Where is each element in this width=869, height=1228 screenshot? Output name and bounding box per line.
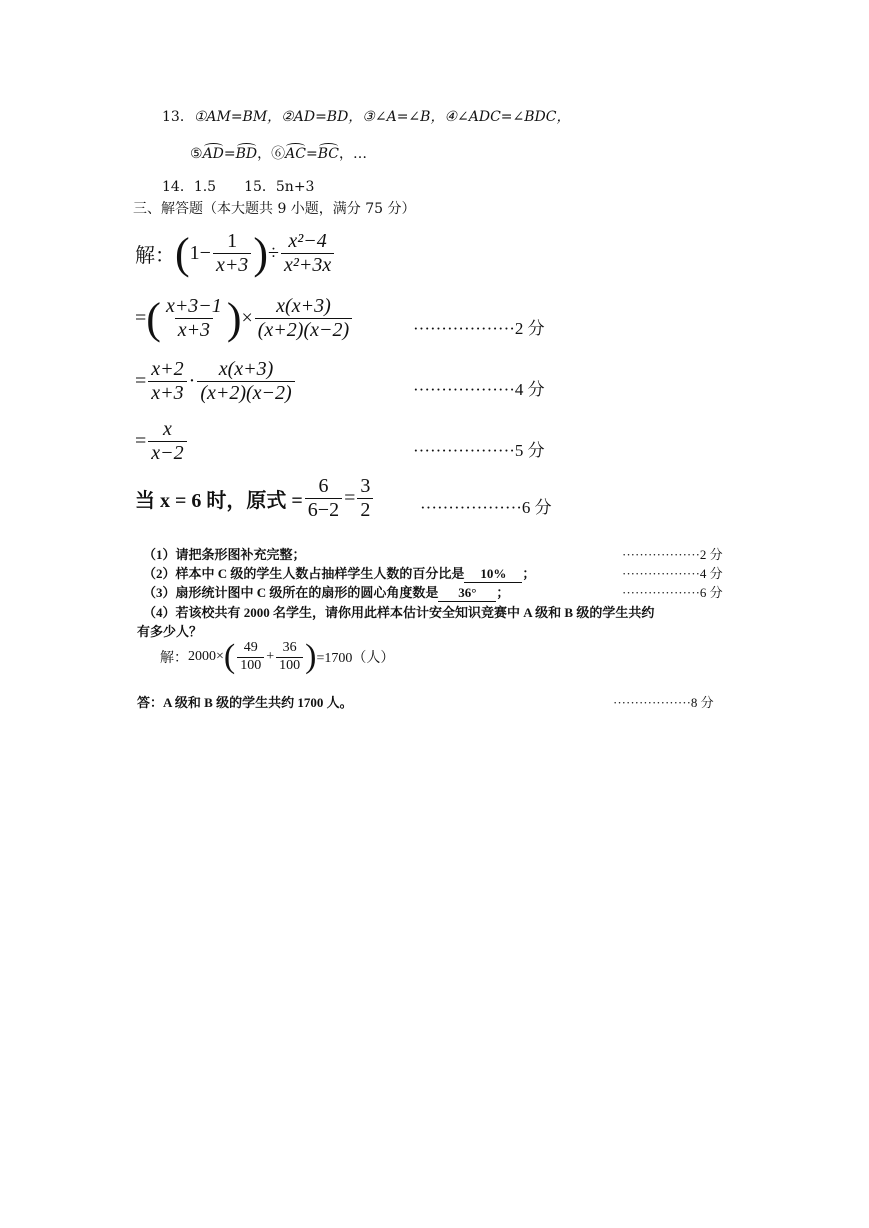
q13-number: 13． — [162, 109, 194, 125]
q13-item6-marker: ，⑥ — [257, 146, 286, 162]
fraction — [213, 230, 251, 277]
denominator: 100 — [237, 657, 264, 674]
solution1-step1 — [135, 295, 354, 342]
q14-q15-answers: 14．1.5 15．5n+3 — [162, 179, 315, 195]
item1-text: （1）请把条形图补充完整； — [143, 547, 306, 562]
numerator: x+2 — [151, 358, 184, 380]
jie-label: 解： — [135, 245, 175, 267]
arc-bd: BD — [235, 146, 258, 162]
equals-sign: = — [135, 370, 147, 392]
fraction — [197, 358, 294, 405]
q13-line1 — [162, 106, 570, 126]
item3-score: ··················6 分 — [622, 585, 723, 600]
item2-answer: 10% — [464, 566, 522, 583]
q13-ellipsis: ，… — [338, 146, 367, 162]
item2-text: （2）样本中 C 级的学生人数占抽样学生人数的百分比是 — [143, 566, 465, 581]
equals-sign: = — [135, 307, 147, 329]
item2-suffix: ； — [522, 566, 536, 581]
one-minus: 1− — [189, 242, 211, 264]
item2-score: ··················4 分 — [622, 566, 723, 581]
fraction — [305, 475, 342, 522]
equals-sign: = — [305, 146, 318, 162]
jie-label: 解： — [160, 651, 188, 666]
solution1-step2 — [135, 358, 297, 405]
item3-text: （3）扇形统计图中 C 级所在的扇形的圆心角度数是 — [143, 585, 439, 600]
denominator: x+3 — [213, 253, 251, 277]
arc-ad: AD — [202, 146, 224, 162]
item4-line2: 有多少人？ — [137, 624, 203, 639]
fraction — [276, 640, 303, 673]
calc-result: =1700（人） — [316, 651, 395, 666]
numerator: 6 — [318, 475, 329, 497]
fraction — [237, 640, 264, 673]
times-sign: × — [241, 307, 253, 329]
denominator: (x+2)(x−2) — [197, 381, 294, 405]
denominator: (x+2)(x−2) — [255, 318, 352, 342]
dot-sign: · — [188, 370, 196, 392]
solution1-step3 — [135, 418, 189, 465]
numerator: x+3−1 — [165, 295, 222, 317]
denominator: 6−2 — [305, 498, 342, 522]
denominator: x²+3x — [281, 253, 334, 277]
left-paren: ( — [223, 638, 236, 675]
final-answer: 答：A 级和 B 级的学生共约 1700 人。 — [137, 695, 353, 710]
right-paren: ) — [226, 293, 242, 343]
fraction — [357, 475, 373, 522]
item3-answer: 36° — [438, 585, 496, 602]
q13-line2 — [190, 143, 367, 163]
score-5: ··················5 分 — [413, 441, 545, 460]
fraction — [148, 358, 186, 405]
equals-sign: = — [135, 430, 147, 452]
numerator: x(x+3) — [218, 358, 274, 380]
item4-calculation — [160, 640, 394, 674]
denominator: x−2 — [148, 441, 186, 465]
right-paren: ) — [305, 638, 317, 675]
equals-sign: = — [223, 146, 236, 162]
plus-sign: + — [266, 649, 275, 664]
numerator: 3 — [360, 475, 371, 497]
numerator: x²−4 — [288, 230, 327, 252]
substitution-text: 当 x = 6 时，原式 = — [135, 490, 303, 512]
fraction — [148, 418, 186, 465]
item3-line — [143, 582, 509, 602]
arc-ac: AC — [285, 146, 306, 162]
numerator: 49 — [243, 640, 258, 656]
multiplier: 2000× — [188, 649, 224, 664]
item3-suffix: ； — [496, 585, 510, 600]
left-paren: ( — [146, 293, 161, 343]
score-6: ··················6 分 — [420, 498, 552, 517]
q13-conditions: ①AM=BM，②AD=BD，③∠A=∠B，④∠ADC=∠BDC， — [193, 109, 571, 125]
item2-line — [143, 563, 535, 583]
fraction — [255, 295, 352, 342]
denominator: 2 — [357, 498, 373, 522]
numerator: x(x+3) — [276, 295, 331, 317]
arc-bc: BC — [317, 146, 339, 162]
equals-sign: = — [344, 487, 356, 509]
solution1-step0 — [135, 230, 336, 277]
answer-score: ··················8 分 — [613, 695, 714, 710]
denominator: x+3 — [175, 318, 213, 342]
score-4: ··················4 分 — [413, 380, 545, 399]
numerator: 36 — [282, 640, 297, 656]
denominator: 100 — [276, 657, 303, 674]
right-paren: ) — [253, 228, 268, 278]
numerator: x — [163, 418, 172, 440]
numerator: 1 — [227, 230, 238, 252]
fraction — [163, 295, 225, 342]
item4-line1: （4）若该校共有 2000 名学生，请你用此样本估计安全知识竞赛中 A 级和 B 级的学生共约 — [143, 605, 655, 620]
left-paren: ( — [175, 228, 190, 278]
denominator: x+3 — [148, 381, 186, 405]
divide-sign: ÷ — [267, 242, 279, 264]
q13-item5-marker: ⑤ — [190, 146, 203, 162]
fraction — [281, 230, 334, 277]
item1-score: ··················2 分 — [622, 547, 723, 562]
score-2: ··················2 分 — [413, 319, 545, 338]
section-heading: 三、解答题（本大题共 9 小题，满分 75 分） — [133, 201, 416, 217]
solution1-step4 — [135, 475, 375, 522]
